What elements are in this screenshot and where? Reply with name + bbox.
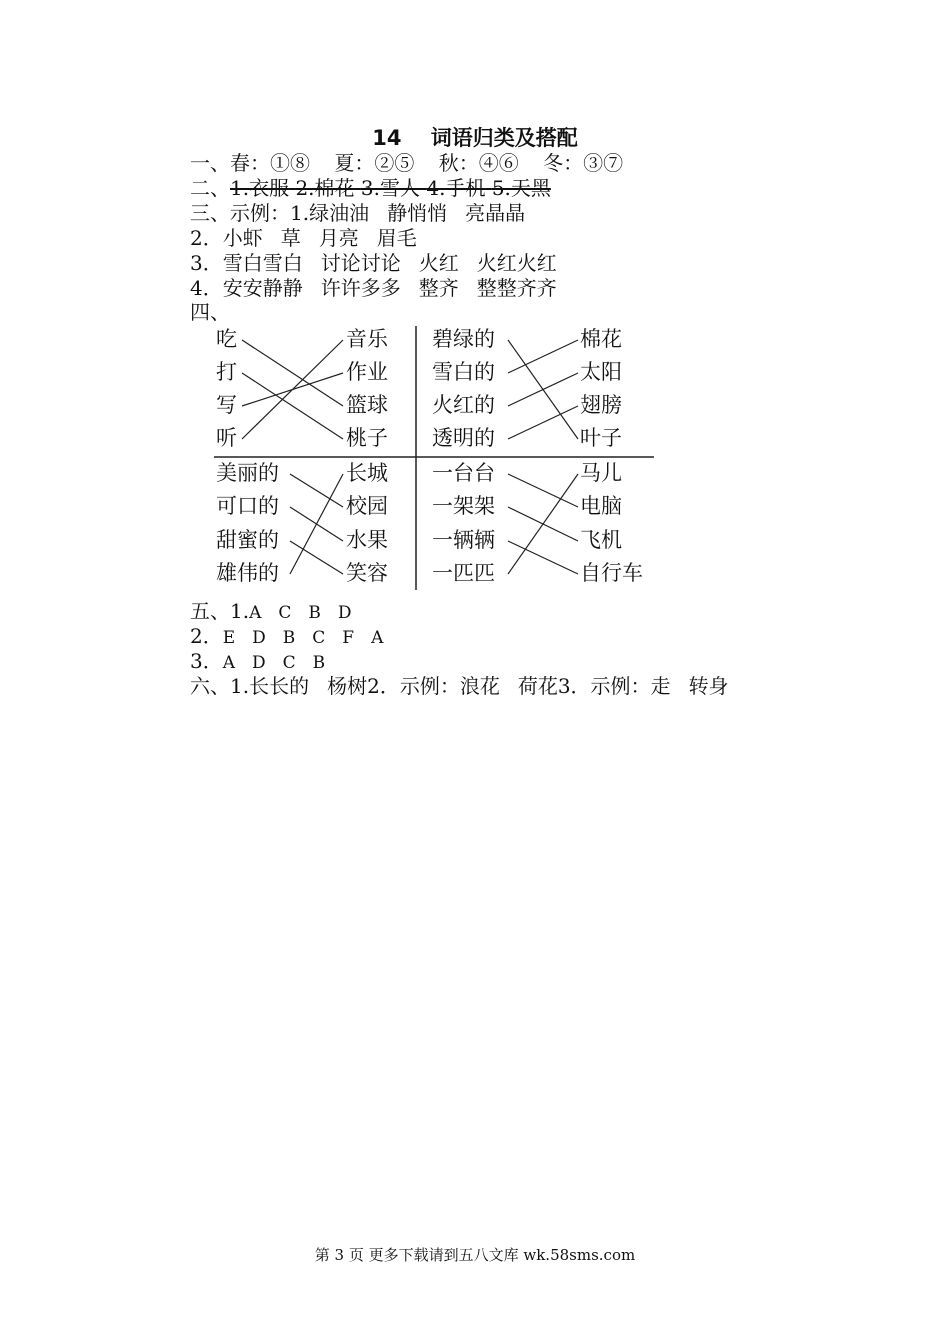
s1-autumn-label: 秋： [438,151,479,175]
q3-left-word: 可口的 [216,494,279,518]
s5-lead: 3． [190,649,223,673]
s3-word: 亮晶晶 [465,201,526,225]
q1-right-word: 音乐 [346,327,388,351]
q1-left-word: 打 [216,360,237,384]
q3-right-word: 笑容 [346,561,388,585]
q2-left-word: 火红的 [432,393,495,417]
s6-word: 3．示例：走 [557,674,671,698]
q3-left-word: 雄伟的 [216,561,279,585]
section-6 [190,673,729,699]
s3-word: 草 [280,226,301,250]
s5-answer: A C B D [249,603,352,623]
s5-answer: E D B C F A [222,628,384,648]
s3-word: 静悄悄 [387,201,448,225]
s3-word: 雪白雪白 [222,251,303,275]
s1-winter-label: 冬： [543,151,584,175]
s3-lead: 3． [190,251,223,275]
s6-word: 荷花 [517,674,558,698]
q3-left-word: 甜蜜的 [216,528,279,552]
q2-left-word: 透明的 [432,426,495,450]
s3-word: 讨论讨论 [320,251,401,275]
s3-word: 整齐 [418,276,459,300]
s3-word: 月亮 [318,226,359,250]
s2-item: 2.棉花 [295,176,355,200]
s6-word: 转身 [688,674,729,698]
q1-left-word: 吃 [216,327,237,351]
s1-summer-label: 夏： [334,151,375,175]
s1-summer: ②⑤ [374,151,415,175]
q3-left-word: 美丽的 [216,461,279,485]
q2-right-word: 太阳 [580,360,622,384]
s1-autumn: ④⑥ [478,151,519,175]
q4-right-word: 飞机 [580,528,622,552]
q4-right-word: 电脑 [580,494,622,518]
q1-left-word: 写 [216,393,237,417]
q2-right-word: 翅膀 [580,393,622,417]
q3-right-word: 长城 [346,461,388,485]
q1-left-word: 听 [216,426,237,450]
s5-lead: 五、1. [190,599,250,623]
section-5-line-1 [190,598,352,626]
s1-spring: ①⑧ [270,151,310,175]
q3-right-word: 水果 [346,528,388,552]
s3-word: 安安静静 [222,276,303,300]
s3-lead: 2． [190,226,223,250]
q4-left-word: 一架架 [432,494,495,518]
q2-left-word: 雪白的 [432,360,495,384]
s3-lead: 4． [190,276,223,300]
page-footer: 第 3 页 更多下载请到五八文库 wk.58sms.com [314,1246,636,1264]
s5-answer: A D C B [222,653,326,673]
q1-right-word: 桃子 [346,426,388,450]
section-5-line-2 [190,623,383,651]
s2-item: 1.衣服 [230,176,290,200]
s1-lead: 一、春： [190,151,270,175]
title-text: 词语归类及搭配 [430,126,578,150]
q3-right-word: 校园 [346,494,388,518]
s6-word: 杨树 [327,674,368,698]
q4-right-word: 马儿 [580,461,622,485]
s1-winter: ③⑦ [583,151,624,175]
s3-word: 许许多多 [320,276,401,300]
s3-word: 小虾 [222,226,263,250]
q2-left-word: 碧绿的 [432,327,495,351]
q4-right-word: 自行车 [580,561,643,585]
q1-right-word: 篮球 [346,393,388,417]
s2-lead: 二、 [190,176,230,200]
s3-word: 火红火红 [476,251,557,275]
s3-word: 绿油油 [309,201,370,225]
s3-word: 整整齐齐 [476,276,557,300]
s6-lead: 六、1. [190,674,250,698]
s2-item: 3.雪人 [360,176,420,200]
q1-right-word: 作业 [346,360,388,384]
q4-left-word: 一辆辆 [432,528,495,552]
s3-word: 火红 [418,251,459,275]
section-4-lead: 四、 [190,300,230,324]
s3-lead: 三、示例：1. [190,201,310,225]
q4-left-word: 一台台 [432,461,495,485]
s3-word: 眉毛 [376,226,417,250]
s6-word: 2．示例：浪花 [367,674,500,698]
q2-right-word: 叶子 [580,426,622,450]
s2-item: 4.手机 [426,176,486,200]
s5-lead: 2． [190,624,223,648]
q2-right-word: 棉花 [580,327,622,351]
s2-item: 5.天黑 [491,176,551,200]
q4-left-word: 一匹匹 [432,561,495,585]
s6-word: 长长的 [249,674,310,698]
title-number: 14 [372,126,402,150]
section-5-line-3 [190,648,325,676]
